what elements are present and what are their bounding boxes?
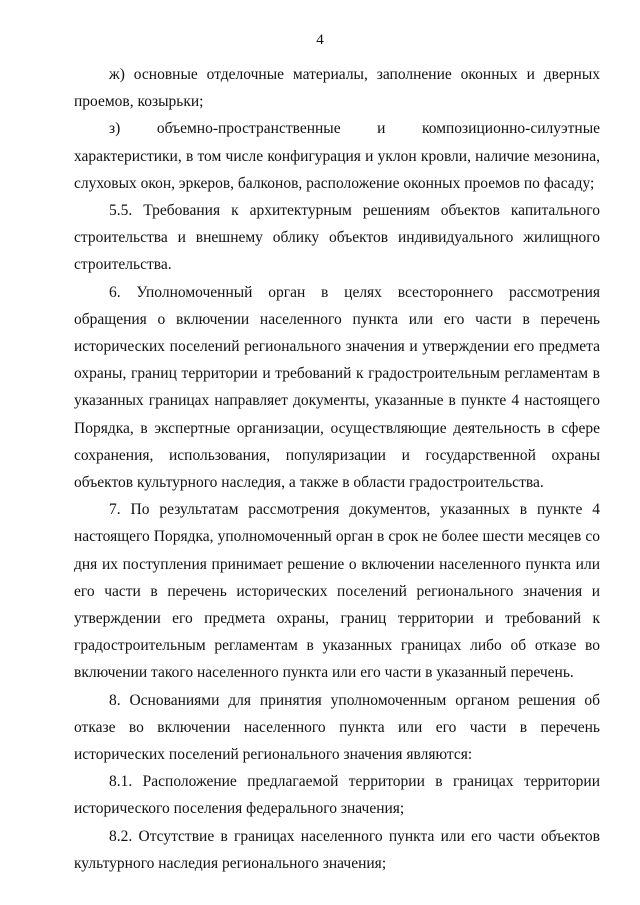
paragraph-zh: ж) основные отделочные материалы, заполнение оконных и дверных проемов, козырьки; <box>74 66 600 111</box>
document-body <box>74 61 600 877</box>
page-number: 4 <box>316 32 324 48</box>
paragraph-6: 6. Уполномоченный орган в целях всестороннего рассмотрения обращения о включении населенного пункта или его части в перечень исторических поселений регионального значения и утверждении его предмета охраны, границ территории и требований к градостроительным регламентам в указанных границах направляет документы, указанные в пункте 4 настоящего Порядка, в экспертные организации, осуществляющие деятельность в сфере сохранения, использования, популяризации и государственной охраны объектов культурного наследия, а также в области градостроительства. <box>74 283 600 492</box>
paragraph-8-1: 8.1. Расположение предлагаемой территории в границах территории исторического поселения федерального значения; <box>74 773 600 818</box>
paragraph-5-5: 5.5. Требования к архитектурным решениям объектов капитального строительства и внешнему облику объектов индивидуального жилищного строительства. <box>74 202 600 274</box>
paragraph-7: 7. По результатам рассмотрения документов, указанных в пункте 4 настоящего Порядка, уполномоченный орган в срок не более шести месяцев со дня их поступления принимает решение о включении населенного пункта или его части в перечень исторических поселений регионального значения и утверждении его предмета охраны, границ территории и требований к градостроительным регламентам в указанных границах либо об отказе во включении такого населенного пункта или его части в указанный перечень. <box>74 501 600 682</box>
paragraph-8-2: 8.2. Отсутствие в границах населенного пункта или его части объектов культурного наследия регионального значения; <box>74 827 600 872</box>
paragraph-z: з) объемно-пространственные и композиционно-силуэтные характеристики, в том числе конфигурация и уклон кровли, наличие мезонина, слуховых окон, эркеров, балконов, расположение оконных проемов по фасаду; <box>74 120 600 192</box>
paragraph-8: 8. Основаниями для принятия уполномоченным органом решения об отказе во включении населенного пункта или его части в перечень исторических поселений регионального значения являются: <box>74 691 600 764</box>
